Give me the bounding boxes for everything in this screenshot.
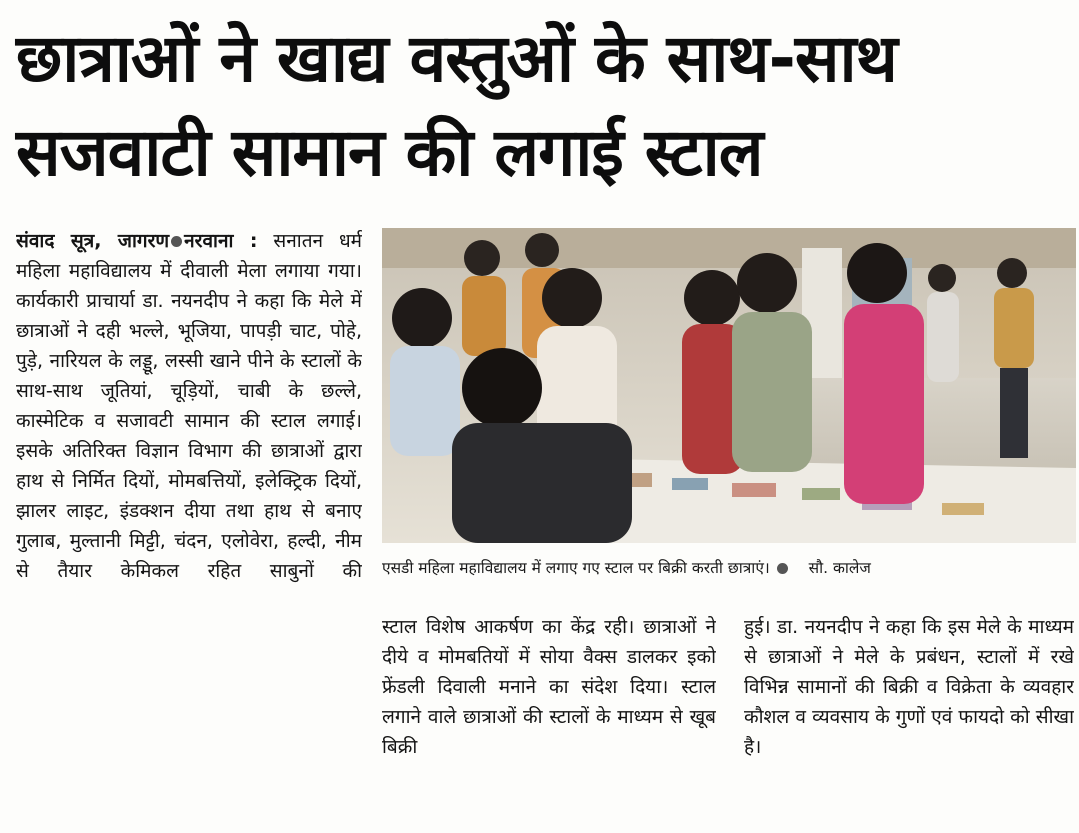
photo-caption-text: एसडी महिला महाविद्यालय में लगाए गए स्टाल पर बिक्री करती छात्राएं। bbox=[382, 559, 770, 577]
headline-line-1: छात्राओं ने खाद्य वस्तुओं के साथ-साथ bbox=[16, 20, 897, 97]
bullet-dot-icon bbox=[171, 236, 182, 247]
article-dateline: संवाद सूत्र, जागरण bbox=[16, 230, 170, 252]
article-column-3-text: हुई। डा. नयनदीप ने कहा कि इस मेले के माध्यम से छात्राओं ने मेले के प्रबंधन, स्टालों में रखे विभिन्न सामानों की बिक्री व विक्रेता के व्यवहार कौशल व व्यवसाय के गुणों एवं फायदो को सीखा है। bbox=[744, 616, 1074, 758]
article-photo bbox=[382, 228, 1076, 543]
caption-bullet-icon bbox=[777, 563, 788, 574]
article-column-2 bbox=[382, 612, 716, 826]
students-stall-photo-image bbox=[382, 228, 1076, 543]
headline-line-2: सजवाटी सामान की लगाई स्टाल bbox=[16, 114, 763, 191]
article-column-3 bbox=[744, 612, 1074, 826]
article-column-1 bbox=[16, 226, 362, 826]
article-dateline-place: नरवाना : bbox=[184, 230, 258, 252]
article-column-1-text: सनातन धर्म महिला महाविद्यालय में दीवाली मेला लगाया गया। कार्यकारी प्राचार्या डा. नयनदीप ने कहा कि मेले में छात्राओं ने दही भल्ले, भूजिया, पापड़ी चाट, पोहे, पुड़े, नारियल के लड्डू, लस्सी खाने पीने के स्टालों के साथ-साथ जूतियां, चूड़ियों, चाबी के छल्ले, कास्मेटिक व सजावटी सामान की स्टाल लगाई। इसके अतिरिक्त विज्ञान विभाग की छात्राओं द्वारा हाथ से निर्मित दियों, मोमबत्तियों, इलेक्ट्रिक दियों, झालर लाइट, इंडक्शन दीया तथा हाथ से बनाए गुलाब, मुल्तानी मिट्टी, चंदन, एलोवेरा, हल्दी, नीम से तैयार केमिकल रहित साबुनों की bbox=[16, 230, 362, 582]
photo-credit: सौ. कालेज bbox=[808, 559, 871, 577]
headline bbox=[16, 12, 1066, 200]
article-column-2-text: स्टाल विशेष आकर्षण का केंद्र रही। छात्राओं ने दीये व मोमबतियों में सोया वैक्स डालकर इको फ्रेंडली दिवाली मनाने का संदेश दिया। स्टाल लगाने वाले छात्राओं की स्टालों के माध्यम से खूब बिक्री bbox=[382, 616, 716, 758]
photo-caption bbox=[382, 553, 1076, 583]
